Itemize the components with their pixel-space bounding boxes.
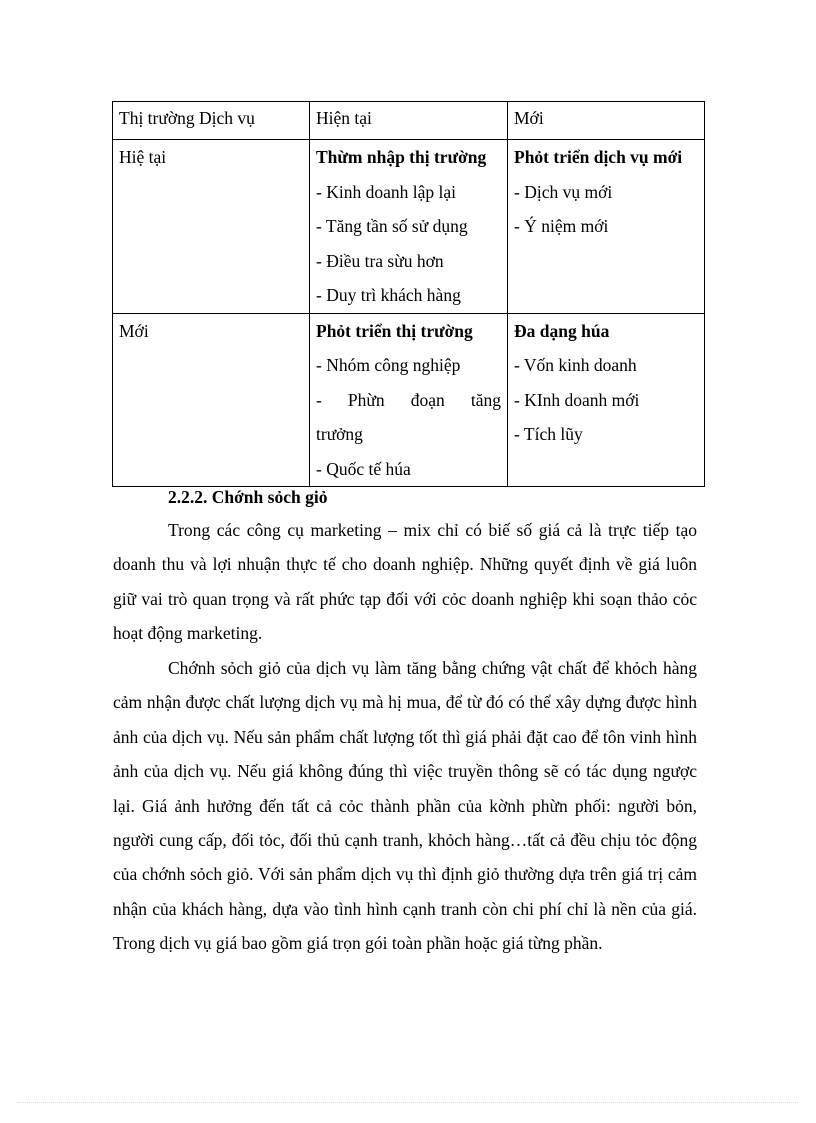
- strategy-title: Phỏt triển thị trường: [316, 320, 473, 341]
- list-item: - Quốc tế húa: [316, 458, 411, 479]
- list-item: - Duy trì khách hàng: [316, 285, 461, 305]
- list-item: - Ý niệm mới: [514, 216, 609, 236]
- list-item: - Tích lũy: [514, 424, 583, 444]
- table-row: [113, 313, 705, 487]
- row-label-cell: [113, 313, 310, 487]
- strategy-title: Đa dạng húa: [514, 320, 610, 341]
- strategy-title: Thừm nhập thị trường: [316, 147, 487, 167]
- row-label: Hiệ tại: [119, 147, 167, 167]
- paragraph: Chớnh sỏch giỏ của dịch vụ làm tăng bằng chứng vật chất để khỏch hàng cảm nhận được chất lượng dịch vụ mà hị mua, để từ đó có thể xây dựng được hình ảnh của dịch vụ. Nếu sản phẩm chất lượng tốt thì giá phải đặt cao để tôn vinh hình ảnh của dịch vụ. Nếu giá không đúng thì việc truyền thông sẽ có tác dụng ngược lại. Giá ảnh hưởng đến tất cả cỏc thành phần của kờnh phừn phối: người bỏn, người cung cấp, đối tỏc, đối thủ cạnh tranh, khỏch hàng…tất cả đều chịu tỏc động của chớnh sỏch giỏ. Với sản phẩm dịch vụ thì định giỏ thường dựa trên giá trị cảm nhận của khách hàng, dựa vào tình hình cạnh tranh còn chi phí chỉ là nền của giá. Trong dịch vụ giá bao gồm giá trọn gói toàn phần hoặc giá từng phần.: [113, 658, 697, 954]
- strategy-cell: [508, 140, 705, 314]
- paragraph: Trong các công cụ marketing – mix chỉ có biế số giá cả là trực tiếp tạo doanh thu và lợi nhuận thực tế cho doanh nghiệp. Những quyết định về giá luôn giữ vai trò quan trọng và rất phức tạp đối với cỏc doanh nghiệp khi soạn thảo cỏc hoạt động marketing.: [113, 520, 697, 644]
- strategy-title: Phỏt triển dịch vụ mới: [514, 147, 683, 167]
- page-bottom-divider: [18, 1102, 798, 1103]
- strategy-cell: [310, 140, 508, 314]
- list-item: - Dịch vụ mới: [514, 181, 613, 202]
- word: Phừn: [347, 389, 385, 410]
- header-cell-new: Mới: [508, 102, 705, 140]
- list-item: - Điều tra sừu hơn: [316, 250, 444, 271]
- list-item: trưởng: [316, 424, 363, 444]
- table-row: [113, 140, 705, 314]
- row-label-cell: [113, 140, 310, 314]
- word: đoạn: [410, 389, 445, 410]
- row-label: Mới: [119, 320, 149, 341]
- list-item-justified: [316, 383, 501, 418]
- word: -: [316, 389, 322, 410]
- header-cell-market-service: Thị trường Dịch vụ: [113, 102, 310, 140]
- table-header-row: [113, 102, 705, 140]
- section-heading: 2.2.2. Chớnh sỏch giỏ: [168, 487, 328, 507]
- list-item: - Tăng tần số sử dụng: [316, 216, 468, 236]
- strategy-cell: [310, 313, 508, 487]
- word: tăng: [470, 389, 501, 410]
- list-item: - Kinh doanh lập lại: [316, 181, 456, 202]
- list-item: - Nhóm công nghiệp: [316, 355, 461, 375]
- header-cell-current: Hiện tại: [310, 102, 508, 140]
- list-item: - KInh doanh mới: [514, 389, 640, 410]
- list-item: - Vốn kinh doanh: [514, 355, 637, 375]
- strategy-cell: [508, 313, 705, 487]
- service-market-matrix-table: [112, 101, 705, 487]
